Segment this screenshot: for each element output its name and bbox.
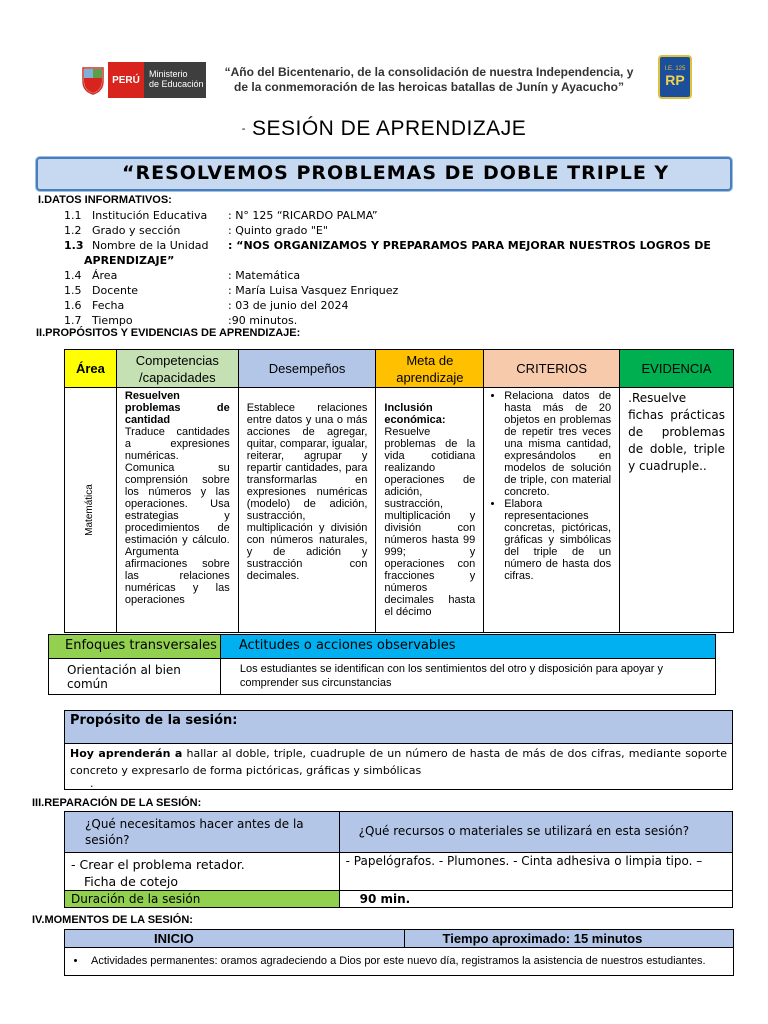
- area-cell: [65, 388, 117, 633]
- motto-line2: de la conmemoración de las heroicas batallas de Junín y Ayacucho”: [234, 80, 624, 94]
- ministry-line2: de Educación: [149, 79, 204, 89]
- document-header: [72, 50, 696, 108]
- moment-inicio: INICIO: [65, 930, 405, 948]
- purpose-text: hallar al doble, triple, cuadruple de un número de hasta de más de dos cifras, mediante soporte concreto y expresarlo de forma pictóricas, gráficas y simbólicas: [70, 747, 727, 777]
- prep-answer-1-line2: Ficha de cotejo: [84, 874, 179, 889]
- prep-answer-1-line1: - Crear el problema retador.: [71, 857, 245, 872]
- header-evidencia: EVIDENCIA: [620, 350, 734, 388]
- header-competencias: Competencias /capacidades: [116, 350, 238, 388]
- info-value: :90 minutos.: [228, 314, 298, 327]
- evidencia-text: .Resuelve fichas prácticas de problemas de doble, triple y cuadruple..: [628, 391, 725, 473]
- badge-number: I.E. 125: [664, 66, 686, 72]
- coat-of-arms-icon: [78, 62, 108, 98]
- header-desempenos: Desempeños: [238, 350, 376, 388]
- competencies-table: [64, 349, 734, 633]
- year-motto: [214, 65, 644, 95]
- moments-header-row: [65, 930, 734, 948]
- ministry-line1: Ministerio: [149, 69, 188, 79]
- info-key: Institución Educativa: [92, 209, 208, 222]
- enfoques-header-row: [49, 635, 716, 659]
- header-criterios: CRITERIOS: [484, 350, 620, 388]
- moments-table: [64, 929, 734, 976]
- competencia-body: Traduce cantidades a expresiones numéricas. Comunica su comprensión sobre los números y las operaciones. Usa estrategias y procedimientos de estimación y cálculo. Argumenta afirmaciones sobre las relaciones numéricas y las operaciones: [124, 426, 230, 606]
- purpose-title: Propósito de la sesión:: [65, 711, 733, 744]
- info-num: 1.4: [64, 269, 82, 282]
- competencia-title: Resuelven problemas de cantidad: [124, 390, 230, 426]
- ministry-logo: [78, 62, 206, 98]
- competencies-header-row: [65, 350, 734, 388]
- info-value: : “NOS ORGANIZAMOS Y PREPARAMOS PARA MEJORAR NUESTROS LOGROS DE: [228, 239, 711, 252]
- preparation-header-row: [65, 812, 733, 853]
- desempeno-cell: [238, 388, 376, 633]
- info-value: : Matemática: [228, 269, 301, 282]
- info-num: 1.7: [64, 314, 82, 327]
- purpose-lead: Hoy aprenderán a: [70, 747, 183, 760]
- prep-answer-1: [65, 853, 340, 891]
- preparation-answer-row: [65, 853, 733, 891]
- preparation-table: [64, 811, 733, 908]
- motto-line1: “Año del Bicentenario, de la consolidación de nuestra Independencia, y: [224, 65, 634, 79]
- duration-row: [65, 891, 733, 908]
- section-1-heading: I.DATOS INFORMATIVOS:: [38, 194, 172, 206]
- prep-question-1: ¿Qué necesitamos hacer antes de la sesión?: [65, 812, 340, 853]
- section-3-heading: III.REPARACIÓN DE LA SESIÓN:: [32, 797, 202, 809]
- criterios-cell: [484, 388, 620, 633]
- info-key: Tiempo: [92, 314, 133, 327]
- info-key: Área: [92, 269, 118, 282]
- criterio-item: • Relaciona datos de hasta más de 20 objetos en problemas de repetir tres veces una misma cantidad, expresándolos en modelos de solución de triple, con material concreto.: [504, 390, 611, 498]
- criterio-item: • Elabora representaciones concretas, pictóricas, gráficas y simbólicas del triple de un número de hasta dos cifras.: [504, 498, 611, 582]
- school-badge-icon: [658, 55, 692, 99]
- desempeno-text: Establece relaciones entre datos y una o más acciones de agregar, quitar, comparar, igualar, reiterar, agrupar y repartir cantidades, para transformarlas en expresiones numéricas (modelo) de adición, sustracción, multiplicación y división con números naturales, y de adición y sustracción con decimales.: [246, 402, 368, 582]
- info-num: 1.3: [64, 239, 84, 252]
- area-value: Matemática: [84, 484, 96, 536]
- section-4-heading: IV.MOMENTOS DE LA SESIÓN:: [32, 914, 193, 926]
- purpose-bullet: .: [90, 777, 94, 790]
- ministry-label: [144, 62, 206, 98]
- info-num: 1.5: [64, 284, 82, 297]
- main-title: “RESOLVEMOS PROBLEMAS DE DOBLE TRIPLE Y: [122, 162, 670, 184]
- peru-label: PERÚ: [108, 62, 144, 98]
- prep-question-2: ¿Qué recursos o materiales se utilizará en esta sesión?: [339, 812, 732, 853]
- enfoques-table: [48, 634, 716, 695]
- purpose-box: [64, 710, 733, 790]
- competencias-cell: [116, 388, 238, 633]
- title-dash: -: [241, 123, 246, 136]
- meta-cell: [376, 388, 484, 633]
- info-row-3-cont: APRENDIZAJE”: [84, 254, 175, 267]
- activity-list: [73, 955, 723, 968]
- enfoque-value: Orientación al bien común: [49, 659, 221, 695]
- activity-item: • Actividades permanentes: oramos agradeciendo a Dios por este nuevo día, registramos la asistencia de nuestros estudiantes.: [87, 955, 723, 968]
- info-key: Docente: [92, 284, 139, 297]
- info-key: Grado y sección: [92, 224, 181, 237]
- section-2-heading: II.PROPÓSITOS Y EVIDENCIAS DE APRENDIZAJE:: [36, 327, 301, 339]
- info-num: 1.6: [64, 299, 82, 312]
- actitudes-header: Actitudes o acciones observables: [220, 635, 715, 659]
- session-title: [0, 117, 768, 141]
- actitud-value: Los estudiantes se identifican con los sentimientos del otro y disposición para apoyar y comprender sus circunstancias: [220, 659, 715, 695]
- info-key: Fecha: [92, 299, 125, 312]
- prep-answer-2: - Papelógrafos. - Plumones. - Cinta adhesiva o limpia tipo. –: [339, 853, 732, 891]
- moment-activity-cell: [65, 948, 734, 976]
- criterios-list: [492, 390, 611, 582]
- meta-body: Resuelve problemas de la vida cotidiana realizando operaciones de adición, sustracción, multiplicación y división con números hasta 99 999; y operaciones con fracciones y números decimales hasta el décimo: [384, 426, 476, 618]
- duration-label: Duración de la sesión: [65, 891, 340, 908]
- evidencia-cell: [620, 388, 734, 633]
- purpose-body: [65, 744, 733, 790]
- moments-activity-row: [65, 948, 734, 976]
- competencies-row: [65, 388, 734, 633]
- moment-time: Tiempo aproximado: 15 minutos: [404, 930, 734, 948]
- info-num: 1.2: [64, 224, 82, 237]
- info-num: 1.1: [64, 209, 82, 222]
- session-title-text: SESIÓN DE APRENDIZAJE: [251, 117, 527, 140]
- meta-title: Inclusión económica:: [384, 402, 446, 426]
- badge-letters: RP: [665, 72, 685, 88]
- info-value: : Quinto grado "E": [228, 224, 328, 237]
- enfoques-header: Enfoques transversales: [49, 635, 221, 659]
- info-key: Nombre de la Unidad: [92, 239, 209, 252]
- info-value: : 03 de junio del 2024: [228, 299, 349, 312]
- main-title-box: [36, 157, 732, 191]
- info-value: : María Luisa Vasquez Enriquez: [228, 284, 399, 297]
- header-area: Área: [65, 350, 117, 388]
- enfoques-row: [49, 659, 716, 695]
- header-meta: Meta de aprendizaje: [376, 350, 484, 388]
- duration-value: 90 min.: [339, 891, 732, 908]
- info-value: : N° 125 “RICARDO PALMA”: [228, 209, 378, 222]
